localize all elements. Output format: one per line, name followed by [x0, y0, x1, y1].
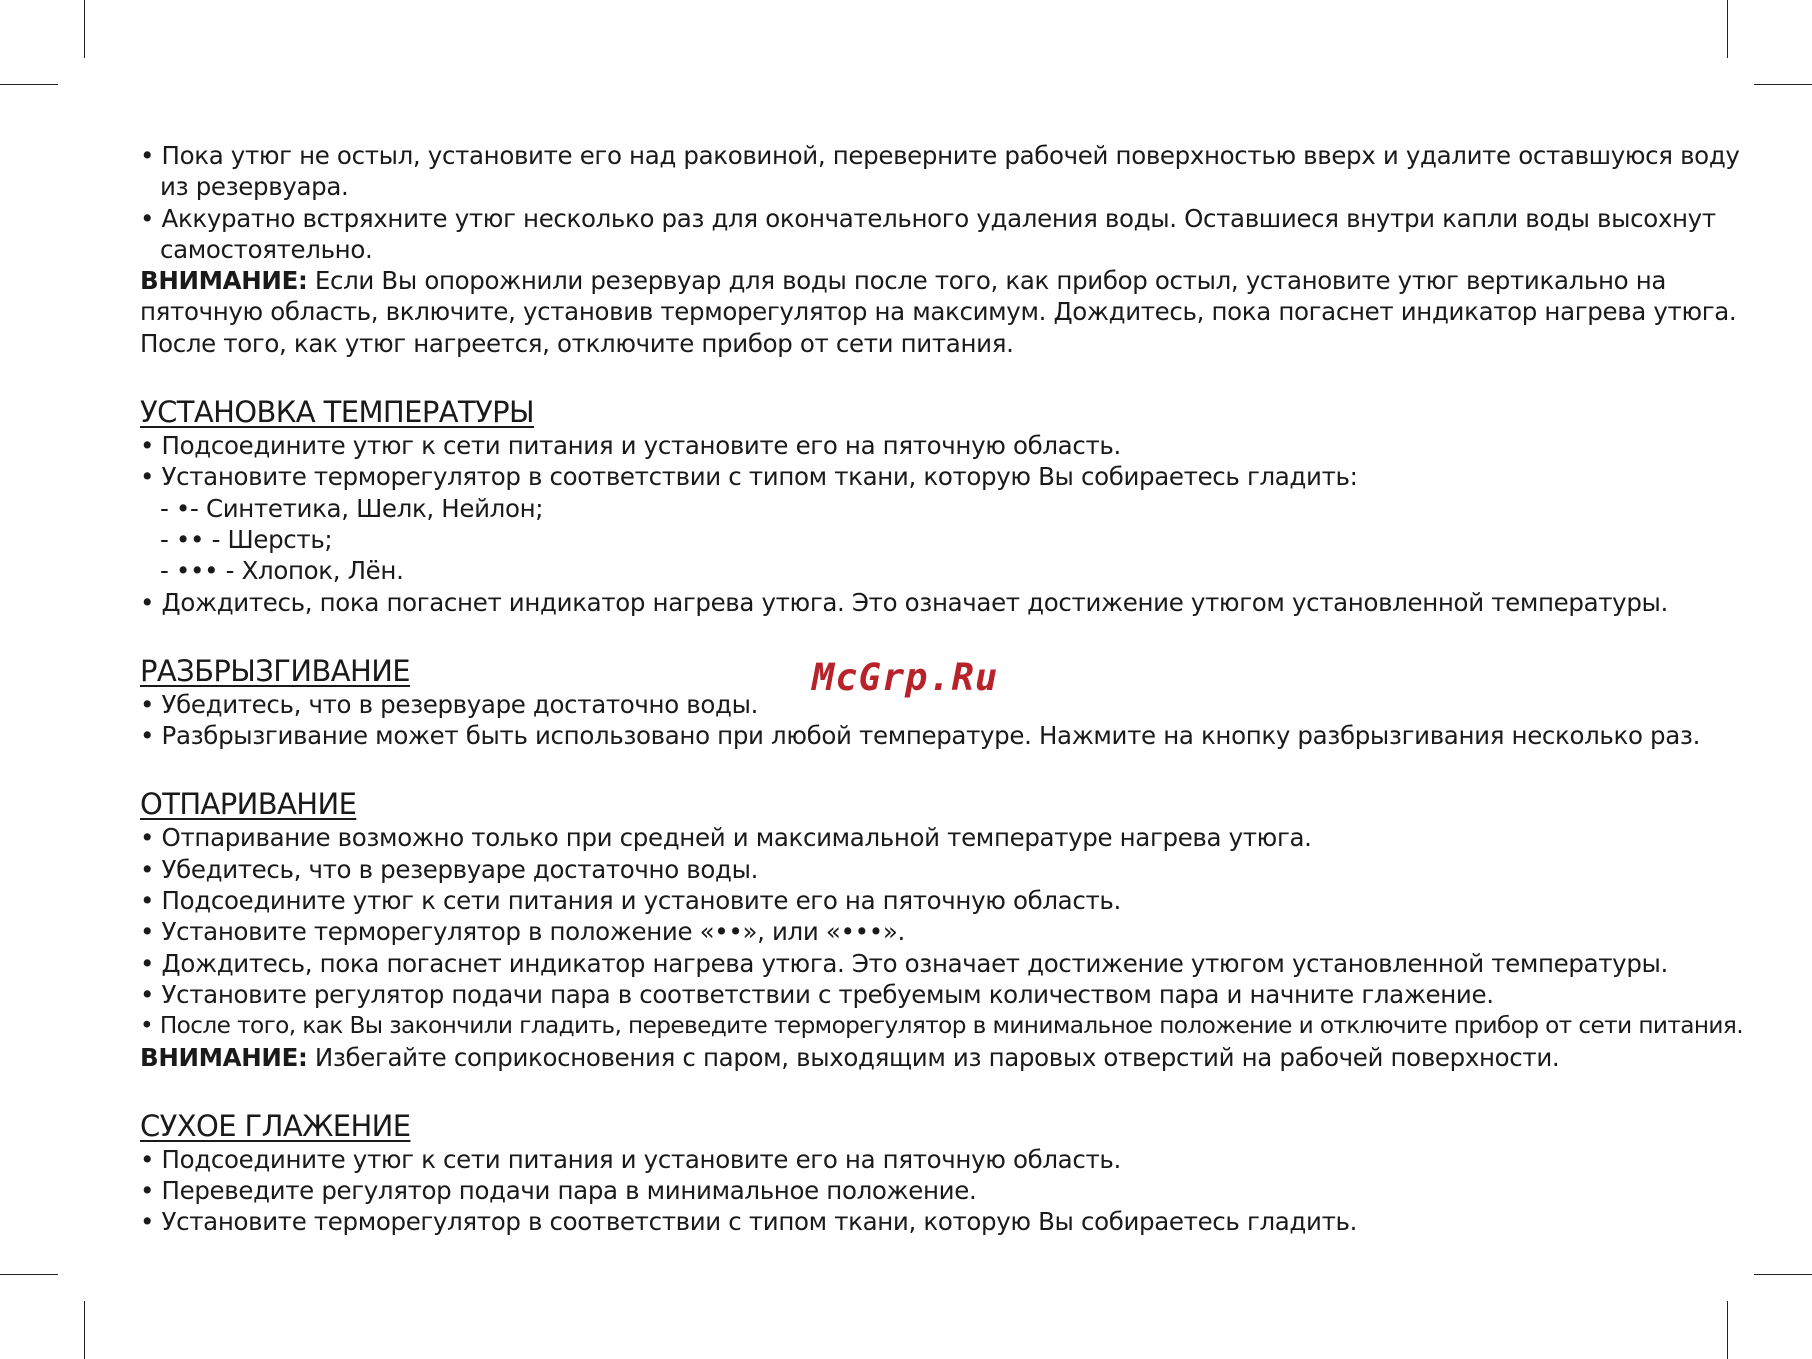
- crop-mark-bottom-left-h: [0, 1274, 58, 1275]
- intro-bullet-2-line-2: самостоятельно.: [160, 234, 373, 264]
- list-item: • Подсоедините утюг к сети питания и установите его на пяточную область.: [140, 886, 1121, 916]
- watermark-logo: McGrp.Ru: [812, 656, 999, 699]
- fabric-item-wool: - •• - Шерсть;: [160, 524, 333, 554]
- warning-label: ВНИМАНИЕ:: [140, 266, 308, 296]
- intro-bullet-1-line-1: • Пока утюг не остыл, установите его над раковиной, переверните рабочей поверхностью вверх и удалите оставшуюся воду: [140, 141, 1740, 170]
- list-item: • После того, как Вы закончили гладить, переведите терморегулятор в минимальное положение и отключите прибор от сети питания.: [140, 1012, 1744, 1040]
- crop-mark-bottom-right-v: [1727, 1301, 1728, 1359]
- list-item: • Отпаривание возможно только при средней и максимальной температуре нагрева утюга.: [140, 823, 1312, 853]
- section-title-steam: ОТПАРИВАНИЕ: [140, 787, 357, 822]
- steam-warning-text: Избегайте соприкосновения с паром, выходящим из паровых отверстий на рабочей поверхности.: [307, 1042, 1560, 1072]
- crop-mark-bottom-left-v: [84, 1301, 85, 1359]
- fabric-item-cotton: - ••• - Хлопок, Лён.: [160, 556, 404, 586]
- intro-warning-line-2: пяточную область, включите, установив терморегулятор на максимум. Дождитесь, пока погаснет индикатор нагрева утюга.: [140, 297, 1737, 327]
- intro-warning-line-1: [140, 265, 1680, 296]
- list-item: • Установите терморегулятор в положение «••», или «•••».: [140, 917, 905, 947]
- list-item: • Убедитесь, что в резервуаре достаточно воды.: [140, 689, 759, 719]
- intro-bullet-2-line-1: • Аккуратно встряхните утюг несколько раз для окончательного удаления воды. Оставшиеся внутри капли воды высохнут: [140, 203, 1716, 233]
- list-item: • Дождитесь, пока погаснет индикатор нагрева утюга. Это означает достижение утюгом установленной температуры.: [140, 587, 1668, 617]
- fabric-item-synthetic: - •- Синтетика, Шелк, Нейлон;: [160, 493, 544, 523]
- crop-mark-top-left-v: [84, 0, 85, 58]
- list-item: • Подсоедините утюг к сети питания и установите его на пяточную область.: [140, 1144, 1121, 1174]
- list-item: • Установите терморегулятор в соответствии с типом ткани, которую Вы собираетесь гладить:: [140, 462, 1358, 492]
- crop-mark-top-left-h: [0, 84, 58, 85]
- intro-warning-text: Если Вы опорожнили резервуар для воды после того, как прибор остыл, установите утюг вертикально на: [307, 266, 1667, 296]
- list-item: • Подсоедините утюг к сети питания и установите его на пяточную область.: [140, 431, 1121, 461]
- section-title-spray: РАЗБРЫЗГИВАНИЕ: [140, 653, 411, 688]
- crop-mark-top-right-h: [1754, 84, 1812, 85]
- intro-bullet-1-line-2: из резервуара.: [160, 172, 349, 202]
- crop-mark-bottom-right-h: [1754, 1274, 1812, 1275]
- section-title-dry-ironing: СУХОЕ ГЛАЖЕНИЕ: [140, 1108, 411, 1143]
- list-item: • Дождитесь, пока погаснет индикатор нагрева утюга. Это означает достижение утюгом установленной температуры.: [140, 948, 1668, 978]
- warning-label: ВНИМАНИЕ:: [140, 1042, 308, 1072]
- crop-mark-top-right-v: [1727, 0, 1728, 58]
- intro-warning-line-3: После того, как утюг нагреется, отключите прибор от сети питания.: [140, 328, 1014, 358]
- section-title-temperature: УСТАНОВКА ТЕМПЕРАТУРЫ: [140, 395, 535, 430]
- list-item: • Установите регулятор подачи пара в соответствии с требуемым количеством пара и начните глажение.: [140, 979, 1494, 1009]
- list-item: • Переведите регулятор подачи пара в минимальное положение.: [140, 1176, 977, 1206]
- steam-warning: [140, 1042, 1680, 1073]
- list-item: • Убедитесь, что в резервуаре достаточно воды.: [140, 854, 759, 884]
- list-item: • Разбрызгивание может быть использовано при любой температуре. Нажмите на кнопку разбрызгивания несколько раз.: [140, 721, 1701, 751]
- list-item: • Установите терморегулятор в соответствии с типом ткани, которую Вы собираетесь гладить.: [140, 1207, 1358, 1237]
